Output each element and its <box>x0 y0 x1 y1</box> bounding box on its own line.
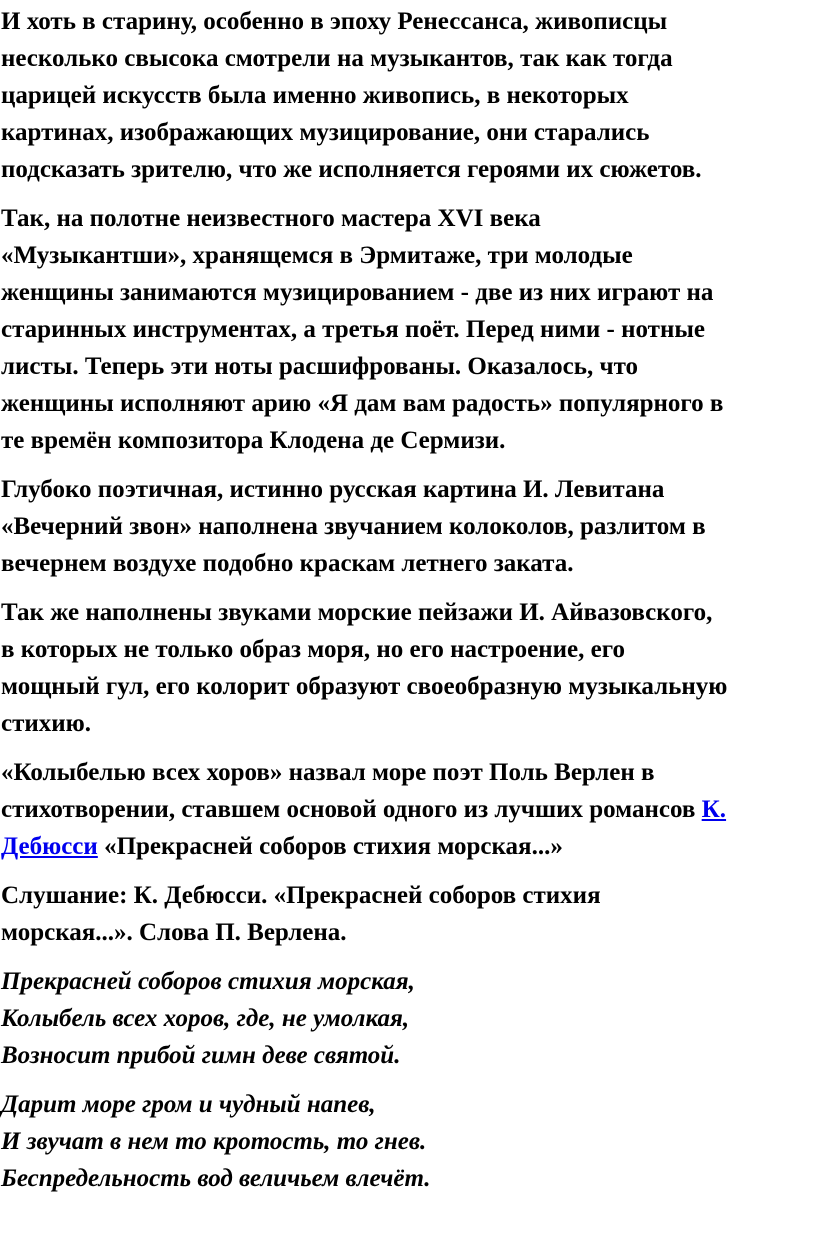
text-line-with-link <box>1 791 815 828</box>
poem-line: Беспредельность вод величьем влечёт. <box>1 1165 431 1192</box>
text-line: женщины занимаются музицированием - две из них играют на <box>1 279 714 306</box>
text-line: морская...». Слова П. Верлена. <box>1 919 347 946</box>
text-line: Так, на полотне неизвестного мастера XVI века <box>1 205 541 232</box>
text-line: стихию. <box>1 710 92 737</box>
paragraph-levitan <box>1 471 815 582</box>
text-line: И хоть в старину, особенно в эпоху Ренессанса, живописцы <box>1 8 668 35</box>
text-line: «Вечерний звон» наполнена звучанием колоколов, разлитом в <box>1 513 706 540</box>
paragraph-verlaine <box>1 754 815 865</box>
text-line: «Музыкантши», хранящемся в Эрмитаже, три молодые <box>1 242 633 269</box>
poem-line: И звучат в нем то кротость, то гнев. <box>1 1128 427 1155</box>
debussy-link-part2[interactable]: Дебюсси <box>1 833 98 860</box>
poem-line: Дарит море гром и чудный напев, <box>1 1091 376 1118</box>
text-segment: «Прекрасней соборов стихия морская...» <box>97 833 563 860</box>
poem-stanza-1 <box>1 963 815 1074</box>
text-line: старинных инструментах, а третья поёт. Перед ними - нотные <box>1 316 705 343</box>
text-line: «Колыбелью всех хоров» назвал море поэт Поль Верлен в <box>1 759 655 786</box>
text-line: в которых не только образ моря, но его настроение, его <box>1 636 625 663</box>
paragraph-renaissance <box>1 3 815 188</box>
poem-line: Прекрасней соборов стихия морская, <box>1 968 415 995</box>
paragraph-aivazovsky <box>1 594 815 742</box>
text-line: мощный гул, его колорит образуют своеобразную музыкальную <box>1 673 728 700</box>
text-line: листы. Теперь эти ноты расшифрованы. Оказалось, что <box>1 353 639 380</box>
text-line: Так же наполнены звуками морские пейзажи И. Айвазовского, <box>1 599 713 626</box>
text-line: картинах, изображающих музицирование, они старались <box>1 119 650 146</box>
paragraph-musicians-painting <box>1 200 815 459</box>
poem-line: Колыбель всех хоров, где, не умолкая, <box>1 1005 410 1032</box>
debussy-link-part1[interactable]: К. <box>701 796 727 823</box>
text-line: царицей искусств была именно живопись, в некоторых <box>1 82 629 109</box>
text-line: несколько свысока смотрели на музыкантов, так как тогда <box>1 45 673 72</box>
text-line-with-link <box>1 828 815 865</box>
text-line: женщины исполняют арию «Я дам вам радость» популярного в <box>1 390 724 417</box>
text-segment: стихотворении, ставшем основой одного из лучших романсов <box>1 796 702 823</box>
text-line: Слушание: К. Дебюсси. «Прекрасней соборов стихия <box>1 882 601 909</box>
poem-stanza-2 <box>1 1086 815 1197</box>
text-line: Глубоко поэтичная, истинно русская картина И. Левитана <box>1 476 665 503</box>
text-line: те времён композитора Клодена де Сермизи. <box>1 427 506 454</box>
text-line: вечернем воздухе подобно краскам летнего заката. <box>1 550 574 577</box>
document-page <box>1 3 815 1209</box>
text-line: подсказать зрителю, что же исполняется героями их сюжетов. <box>1 156 702 183</box>
poem-line: Возносит прибой гимн деве святой. <box>1 1042 401 1069</box>
paragraph-listening <box>1 877 815 951</box>
